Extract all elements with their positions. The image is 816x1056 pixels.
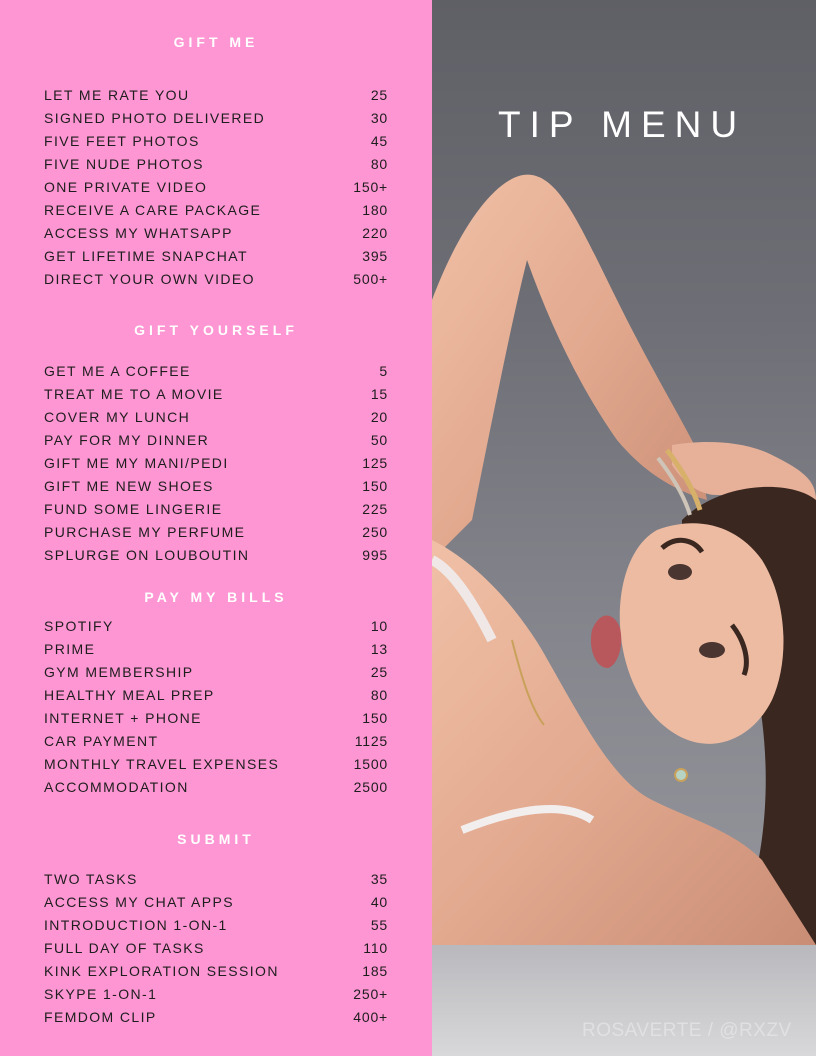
menu-item [44, 871, 388, 889]
menu-item-label: SPOTIFY [44, 618, 114, 634]
menu-item [44, 409, 388, 427]
menu-item [44, 986, 388, 1004]
menu-item-price: 25 [370, 87, 388, 103]
section-heading-gift-yourself: GIFT YOURSELF [134, 322, 298, 338]
menu-item-price: 15 [370, 386, 388, 402]
menu-item-price: 250 [362, 524, 388, 540]
menu-item [44, 363, 388, 381]
menu-item [44, 110, 388, 128]
menu-item-price: 1500 [353, 756, 388, 772]
menu-item-label: CAR PAYMENT [44, 733, 159, 749]
menu-item-price: 35 [370, 871, 388, 887]
menu-item-price: 110 [363, 940, 388, 956]
menu-item [44, 779, 388, 797]
menu-item-price: 185 [362, 963, 388, 979]
menu-item-price: 150 [362, 710, 388, 726]
menu-item [44, 917, 388, 935]
menu-item [44, 432, 388, 450]
menu-item [44, 478, 388, 496]
menu-item [44, 940, 388, 958]
menu-item-price: 395 [362, 248, 388, 264]
menu-item-label: KINK EXPLORATION SESSION [44, 963, 279, 979]
menu-item-price: 225 [362, 501, 388, 517]
menu-item-label: FULL DAY OF TASKS [44, 940, 205, 956]
menu-item [44, 501, 388, 519]
menu-item-price: 220 [362, 225, 388, 241]
menu-item [44, 687, 388, 705]
menu-item-label: PURCHASE MY PERFUME [44, 524, 246, 540]
section-heading-pay-my-bills: PAY MY BILLS [144, 589, 288, 605]
menu-item [44, 156, 388, 174]
menu-item-label: ACCOMMODATION [44, 779, 189, 795]
menu-item [44, 202, 388, 220]
menu-item-label: ACCESS MY WHATSAPP [44, 225, 233, 241]
menu-item-label: TWO TASKS [44, 871, 138, 887]
menu-item-price: 1125 [354, 733, 388, 749]
menu-item-label: SIGNED PHOTO DELIVERED [44, 110, 266, 126]
menu-item-price: 150+ [353, 179, 388, 195]
menu-item-label: GIFT ME NEW SHOES [44, 478, 214, 494]
menu-item-price: 10 [370, 618, 388, 634]
menu-item-label: INTERNET + PHONE [44, 710, 202, 726]
menu-item [44, 271, 388, 289]
menu-item [44, 225, 388, 243]
menu-item [44, 756, 388, 774]
menu-item-price: 13 [370, 641, 388, 657]
menu-item-price: 400+ [353, 1009, 388, 1025]
menu-item-label: SKYPE 1-ON-1 [44, 986, 158, 1002]
watermark: ROSAVERTE / @RXZV [582, 1020, 792, 1041]
menu-item-price: 500+ [353, 271, 388, 287]
menu-item [44, 87, 388, 105]
menu-item-price: 5 [379, 363, 388, 379]
menu-item [44, 618, 388, 636]
menu-item-label: GYM MEMBERSHIP [44, 664, 194, 680]
menu-item [44, 547, 388, 565]
menu-item-price: 180 [362, 202, 388, 218]
menu-item-label: LET ME RATE YOU [44, 87, 190, 103]
menu-item-label: DIRECT YOUR OWN VIDEO [44, 271, 255, 287]
section-heading-gift-me: GIFT ME [173, 34, 259, 50]
menu-item [44, 664, 388, 682]
menu-item-price: 40 [370, 894, 388, 910]
menu-item [44, 179, 388, 197]
menu-item-label: ACCESS MY CHAT APPS [44, 894, 234, 910]
menu-item-label: GET LIFETIME SNAPCHAT [44, 248, 248, 264]
menu-item [44, 963, 388, 981]
menu-item-label: COVER MY LUNCH [44, 409, 191, 425]
menu-item-price: 995 [362, 547, 388, 563]
menu-item [44, 710, 388, 728]
menu-item-label: SPLURGE ON LOUBOUTIN [44, 547, 250, 563]
menu-item-price: 250+ [353, 986, 388, 1002]
menu-item-label: PRIME [44, 641, 96, 657]
menu-item [44, 455, 388, 473]
menu-item [44, 524, 388, 542]
menu-item-price: 80 [370, 156, 388, 172]
section-heading-submit: SUBMIT [177, 831, 255, 847]
menu-item-label: INTRODUCTION 1-ON-1 [44, 917, 228, 933]
menu-item-label: PAY FOR MY DINNER [44, 432, 210, 448]
menu-item [44, 248, 388, 266]
menu-item-label: FUND SOME LINGERIE [44, 501, 223, 517]
menu-item-price: 2500 [353, 779, 388, 795]
menu-item-label: RECEIVE A CARE PACKAGE [44, 202, 262, 218]
menu-item [44, 733, 388, 751]
page-title: TIP MENU [498, 104, 747, 145]
menu-item-label: GIFT ME MY MANI/PEDI [44, 455, 229, 471]
menu-item [44, 1009, 388, 1027]
menu-item-label: GET ME A COFFEE [44, 363, 191, 379]
menu-item-label: FIVE FEET PHOTOS [44, 133, 200, 149]
menu-item [44, 133, 388, 151]
menu-item-price: 80 [370, 687, 388, 703]
menu-item-label: HEALTHY MEAL PREP [44, 687, 215, 703]
menu-item-price: 50 [370, 432, 388, 448]
menu-item-price: 150 [362, 478, 388, 494]
menu-item [44, 894, 388, 912]
menu-item [44, 386, 388, 404]
menu-item-label: ONE PRIVATE VIDEO [44, 179, 208, 195]
menu-item [44, 641, 388, 659]
menu-item-price: 45 [370, 133, 388, 149]
model-photo [432, 0, 816, 1056]
menu-item-price: 30 [370, 110, 388, 126]
menu-item-label: TREAT ME TO A MOVIE [44, 386, 224, 402]
menu-item-price: 20 [370, 409, 388, 425]
menu-item-price: 25 [370, 664, 388, 680]
menu-item-label: FIVE NUDE PHOTOS [44, 156, 204, 172]
menu-item-price: 125 [362, 455, 388, 471]
menu-item-label: MONTHLY TRAVEL EXPENSES [44, 756, 280, 772]
photo-panel [432, 0, 816, 1056]
menu-item-price: 55 [370, 917, 388, 933]
menu-item-label: FEMDOM CLIP [44, 1009, 157, 1025]
